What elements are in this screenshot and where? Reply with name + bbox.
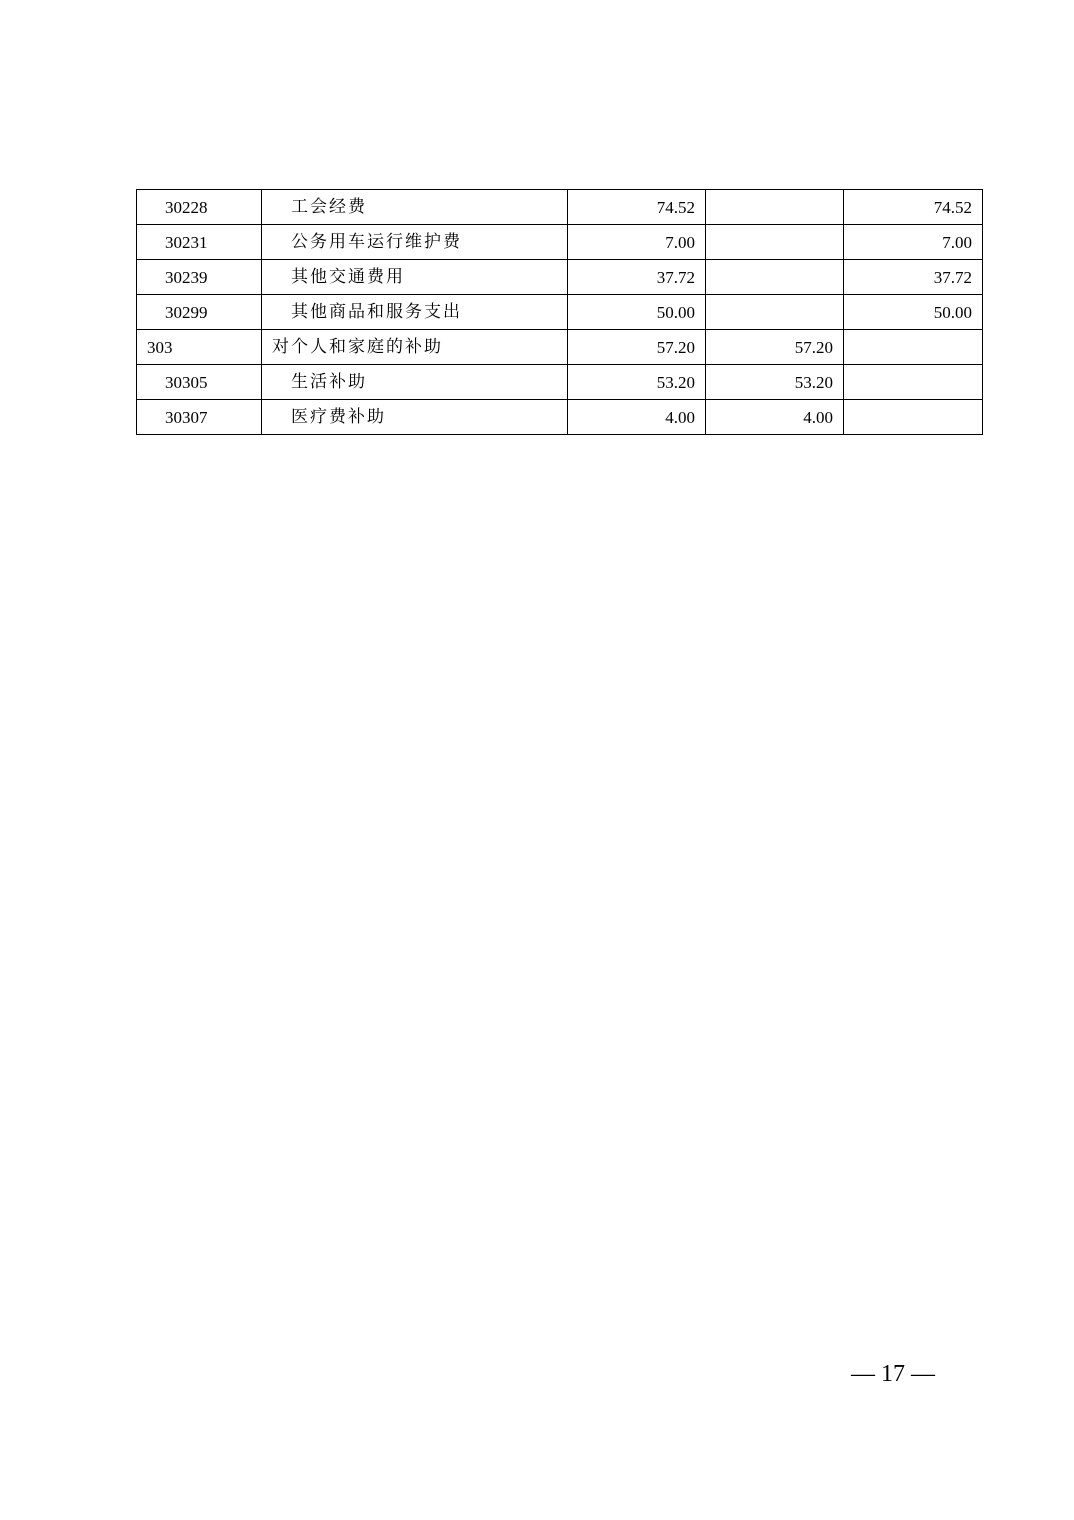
economic-code: 30305 <box>137 365 262 400</box>
item-name: 医疗费补助 <box>262 400 568 435</box>
table-row <box>137 295 983 330</box>
public-expenditure <box>844 400 983 435</box>
public-expenditure: 50.00 <box>844 295 983 330</box>
page-number: — 17 — <box>851 1361 935 1387</box>
basic-expenditure <box>706 260 844 295</box>
table-row <box>137 260 983 295</box>
item-name: 生活补助 <box>262 365 568 400</box>
total-amount: 57.20 <box>568 330 706 365</box>
total-amount: 50.00 <box>568 295 706 330</box>
economic-code: 303 <box>137 330 262 365</box>
basic-expenditure: 53.20 <box>706 365 844 400</box>
item-name: 其他交通费用 <box>262 260 568 295</box>
basic-expenditure <box>706 225 844 260</box>
basic-expenditure: 57.20 <box>706 330 844 365</box>
public-expenditure: 7.00 <box>844 225 983 260</box>
total-amount: 74.52 <box>568 190 706 225</box>
item-name: 工会经费 <box>262 190 568 225</box>
table-row <box>137 400 983 435</box>
table-row <box>137 330 983 365</box>
table-row <box>137 365 983 400</box>
budget-expenditure-table <box>136 189 983 435</box>
economic-code: 30231 <box>137 225 262 260</box>
public-expenditure: 74.52 <box>844 190 983 225</box>
economic-code: 30228 <box>137 190 262 225</box>
economic-code: 30307 <box>137 400 262 435</box>
basic-expenditure: 4.00 <box>706 400 844 435</box>
total-amount: 37.72 <box>568 260 706 295</box>
economic-code: 30299 <box>137 295 262 330</box>
public-expenditure: 37.72 <box>844 260 983 295</box>
item-name: 其他商品和服务支出 <box>262 295 568 330</box>
public-expenditure <box>844 365 983 400</box>
item-name: 对个人和家庭的补助 <box>262 330 568 365</box>
item-name: 公务用车运行维护费 <box>262 225 568 260</box>
basic-expenditure <box>706 190 844 225</box>
table-row <box>137 190 983 225</box>
total-amount: 7.00 <box>568 225 706 260</box>
basic-expenditure <box>706 295 844 330</box>
public-expenditure <box>844 330 983 365</box>
total-amount: 4.00 <box>568 400 706 435</box>
total-amount: 53.20 <box>568 365 706 400</box>
table-row <box>137 225 983 260</box>
economic-code: 30239 <box>137 260 262 295</box>
